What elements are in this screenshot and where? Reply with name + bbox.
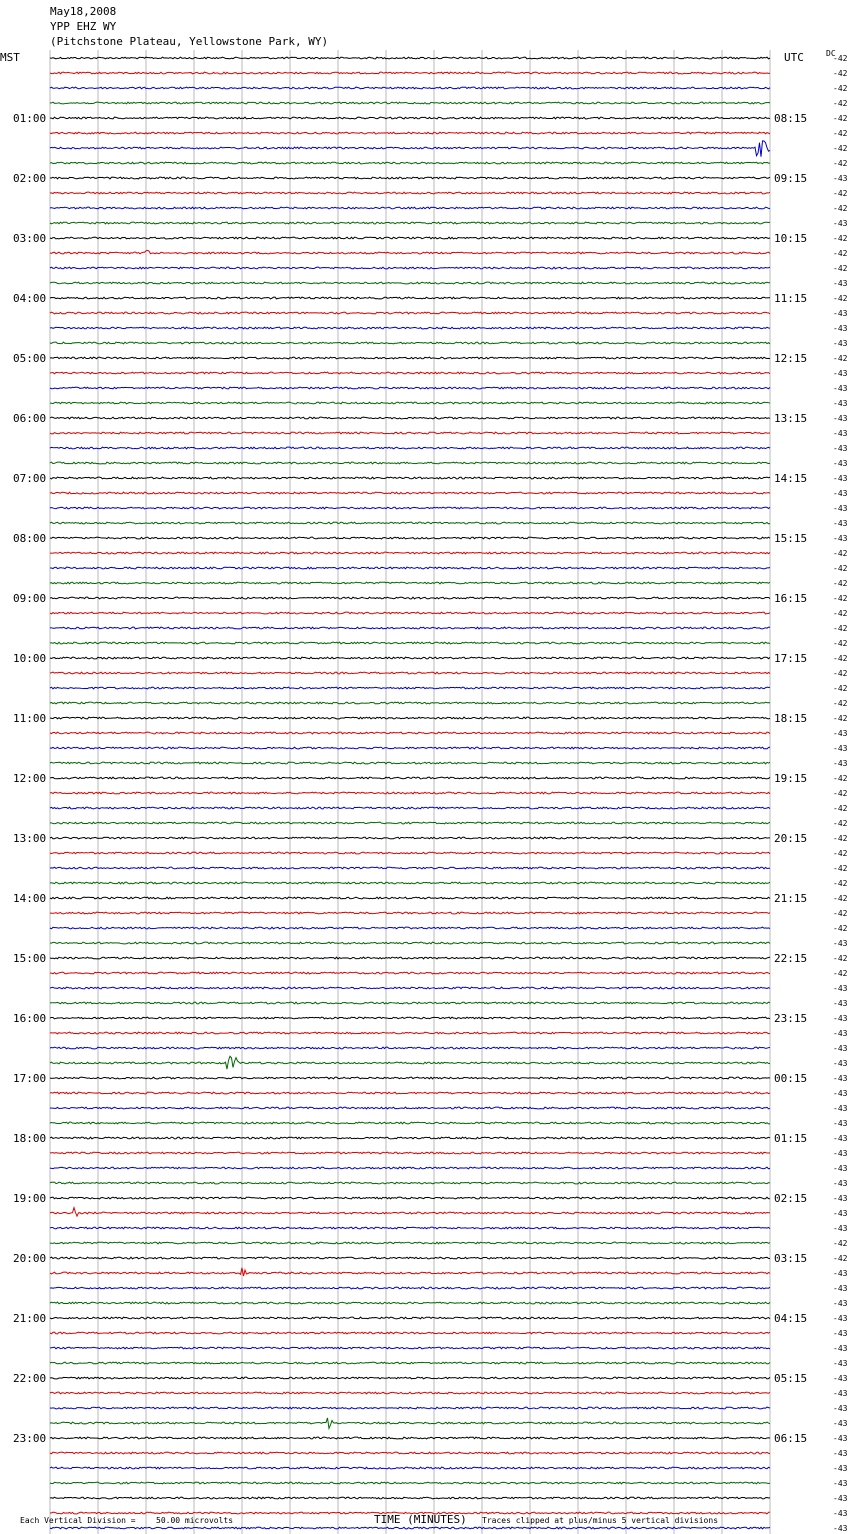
dc-offset-label: -43 xyxy=(833,219,848,228)
dc-offset-label: -43 xyxy=(833,1119,848,1128)
dc-offset-label: -42 xyxy=(833,609,848,618)
dc-offset-label: -43 xyxy=(833,1074,848,1083)
trace-row-39 xyxy=(50,642,770,644)
dc-offset-label: -43 xyxy=(833,174,848,183)
trace-row-13 xyxy=(50,250,770,254)
utc-hour-label: 00:15 xyxy=(774,1072,808,1085)
trace-row-72 xyxy=(50,1137,770,1139)
trace-row-69 xyxy=(50,1092,770,1094)
trace-row-57 xyxy=(50,912,770,914)
trace-row-56 xyxy=(50,897,770,899)
utc-hour-label: 11:15 xyxy=(774,292,808,305)
utc-hour-label: 23:15 xyxy=(774,1012,808,1025)
dc-offset-label: -42 xyxy=(833,714,848,723)
trace-row-33 xyxy=(50,552,770,554)
vertical-grid xyxy=(50,50,770,1534)
dc-offset-label: -43 xyxy=(833,744,848,753)
trace-row-8 xyxy=(50,177,770,179)
dc-offset-label: -42 xyxy=(833,549,848,558)
trace-row-60 xyxy=(50,957,770,959)
dc-offset-label: -43 xyxy=(833,1449,848,1458)
trace-row-2 xyxy=(50,87,770,89)
clip-note: Traces clipped at plus/minus 5 vertical divisions xyxy=(482,1516,719,1525)
trace-row-58 xyxy=(50,927,770,929)
trace-row-32 xyxy=(50,537,770,539)
trace-row-40 xyxy=(50,657,770,659)
dc-offset-label: -43 xyxy=(833,459,848,468)
dc-offset-label: -42 xyxy=(833,924,848,933)
trace-row-34 xyxy=(50,567,770,569)
trace-row-38 xyxy=(50,627,770,629)
dc-offset-label: -43 xyxy=(833,414,848,423)
dc-offset-label: -42 xyxy=(833,789,848,798)
dc-offset-label: -42 xyxy=(833,69,848,78)
trace-row-98 xyxy=(50,1527,770,1529)
trace-row-35 xyxy=(50,582,770,584)
trace-row-52 xyxy=(50,837,770,839)
trace-row-23 xyxy=(50,402,770,404)
trace-row-78 xyxy=(50,1227,770,1229)
trace-row-83 xyxy=(50,1302,770,1304)
trace-row-17 xyxy=(50,312,770,314)
mst-hour-label: 03:00 xyxy=(13,232,47,245)
trace-row-81 xyxy=(50,1268,770,1276)
trace-row-12 xyxy=(50,237,770,239)
trace-row-18 xyxy=(50,327,770,329)
dc-offset-label: -43 xyxy=(833,504,848,513)
utc-hour-label: 08:15 xyxy=(774,112,808,125)
dc-offset-label: -42 xyxy=(833,114,848,123)
dc-offset-label: -43 xyxy=(833,1209,848,1218)
mst-hour-label: 18:00 xyxy=(13,1132,47,1145)
trace-row-36 xyxy=(50,597,770,599)
dc-offset-label: -42 xyxy=(833,294,848,303)
trace-row-16 xyxy=(50,297,770,299)
dc-offset-label: -42 xyxy=(833,204,848,213)
utc-hour-label: 01:15 xyxy=(774,1132,808,1145)
dc-offset-label: -42 xyxy=(833,864,848,873)
mst-hour-label: 22:00 xyxy=(13,1372,47,1385)
trace-row-49 xyxy=(50,792,770,794)
trace-row-93 xyxy=(50,1452,770,1454)
dc-offset-label: -43 xyxy=(833,1524,848,1533)
dc-offset-label: -42 xyxy=(833,774,848,783)
dc-offset-label: -43 xyxy=(833,1179,848,1188)
trace-row-66 xyxy=(50,1047,770,1049)
dc-offset-label: -43 xyxy=(833,429,848,438)
dc-offset-label: -42 xyxy=(833,804,848,813)
dc-offset-label: -43 xyxy=(833,1269,848,1278)
dc-offset-label: -43 xyxy=(833,519,848,528)
mst-hour-label: 15:00 xyxy=(13,952,47,965)
dc-offset-label: -42 xyxy=(833,129,848,138)
dc-offset-label: -43 xyxy=(833,339,848,348)
trace-row-90 xyxy=(50,1407,770,1409)
trace-row-15 xyxy=(50,282,770,284)
trace-row-48 xyxy=(50,777,770,779)
utc-hour-label: 09:15 xyxy=(774,172,808,185)
dc-offset-label: -43 xyxy=(833,1059,848,1068)
utc-hour-label: 12:15 xyxy=(774,352,808,365)
dc-offset-label: -42 xyxy=(833,249,848,258)
dc-offset-label: -42 xyxy=(833,564,848,573)
mst-hour-label: 13:00 xyxy=(13,832,47,845)
mst-hour-label: 10:00 xyxy=(13,652,47,665)
trace-row-71 xyxy=(50,1122,770,1124)
trace-row-73 xyxy=(50,1152,770,1154)
trace-row-27 xyxy=(50,462,770,464)
dc-offset-labels xyxy=(833,54,848,1534)
dc-offset-label: -42 xyxy=(833,144,848,153)
mst-hour-label: 07:00 xyxy=(13,472,47,485)
mst-hour-label: 19:00 xyxy=(13,1192,47,1205)
x-axis-title: TIME (MINUTES) xyxy=(374,1513,467,1526)
trace-row-77 xyxy=(50,1208,770,1217)
trace-rows xyxy=(50,57,770,1534)
dc-offset-label: -42 xyxy=(833,84,848,93)
dc-offset-label: -43 xyxy=(833,729,848,738)
dc-offset-label: -42 xyxy=(833,54,848,63)
dc-offset-label: -43 xyxy=(833,279,848,288)
dc-offset-label: -43 xyxy=(833,1089,848,1098)
dc-offset-label: -42 xyxy=(833,1239,848,1248)
dc-offset-label: -42 xyxy=(833,234,848,243)
dc-offset-label: -43 xyxy=(833,1134,848,1143)
trace-row-50 xyxy=(50,807,770,809)
dc-offset-label: -42 xyxy=(833,669,848,678)
trace-row-75 xyxy=(50,1182,770,1184)
trace-row-91 xyxy=(50,1418,770,1428)
utc-hour-label: 19:15 xyxy=(774,772,808,785)
trace-row-30 xyxy=(50,507,770,509)
trace-row-5 xyxy=(50,132,770,134)
dc-offset-label: -43 xyxy=(833,984,848,993)
trace-row-14 xyxy=(50,267,770,269)
division-note: Each Vertical Division = xyxy=(20,1516,136,1525)
dc-offset-label: -43 xyxy=(833,1344,848,1353)
dc-offset-label: -43 xyxy=(833,309,848,318)
dc-offset-label: -43 xyxy=(833,489,848,498)
trace-row-37 xyxy=(50,612,770,614)
trace-row-21 xyxy=(50,372,770,374)
trace-row-0 xyxy=(50,57,770,59)
dc-offset-label: -43 xyxy=(833,1389,848,1398)
trace-row-74 xyxy=(50,1167,770,1169)
dc-offset-label: -42 xyxy=(833,594,848,603)
mst-hour-label: 12:00 xyxy=(13,772,47,785)
dc-offset-label: -42 xyxy=(833,819,848,828)
dc-offset-label: -42 xyxy=(833,954,848,963)
trace-row-95 xyxy=(50,1482,770,1484)
trace-row-46 xyxy=(50,747,770,749)
utc-hour-label: 04:15 xyxy=(774,1312,808,1325)
division-value: 50.00 microvolts xyxy=(156,1516,234,1525)
trace-row-85 xyxy=(50,1332,770,1334)
mst-hour-label: 04:00 xyxy=(13,292,47,305)
mst-hour-label: 05:00 xyxy=(13,352,47,365)
trace-row-80 xyxy=(50,1257,770,1259)
trace-row-1 xyxy=(50,72,770,74)
trace-row-43 xyxy=(50,702,770,704)
trace-row-11 xyxy=(50,222,770,224)
trace-row-7 xyxy=(50,162,770,164)
dc-offset-label: -42 xyxy=(833,99,848,108)
trace-row-22 xyxy=(50,387,770,389)
dc-offset-label: -42 xyxy=(833,639,848,648)
dc-offset-label: -42 xyxy=(833,624,848,633)
dc-offset-label: -43 xyxy=(833,999,848,1008)
header-date: May18,2008 xyxy=(50,5,117,18)
trace-row-70 xyxy=(50,1107,770,1109)
mst-axis-title: MST xyxy=(0,51,20,64)
utc-hour-label: 22:15 xyxy=(774,952,808,965)
trace-row-94 xyxy=(50,1467,770,1469)
dc-offset-label: -43 xyxy=(833,1479,848,1488)
dc-offset-label: -43 xyxy=(833,1149,848,1158)
trace-row-47 xyxy=(50,762,770,764)
trace-row-86 xyxy=(50,1347,770,1349)
dc-offset-label: -43 xyxy=(833,1164,848,1173)
dc-offset-label: -43 xyxy=(833,759,848,768)
mst-hour-label: 17:00 xyxy=(13,1072,47,1085)
dc-offset-label: -42 xyxy=(833,849,848,858)
mst-hour-label: 23:00 xyxy=(13,1432,47,1445)
trace-row-87 xyxy=(50,1362,770,1364)
trace-row-68 xyxy=(50,1077,770,1079)
dc-offset-label: -43 xyxy=(833,1509,848,1518)
trace-row-24 xyxy=(50,417,770,419)
dc-offset-label: -43 xyxy=(833,1404,848,1413)
utc-hour-label: 16:15 xyxy=(774,592,808,605)
utc-hour-label: 10:15 xyxy=(774,232,808,245)
utc-hour-label: 17:15 xyxy=(774,652,808,665)
trace-row-10 xyxy=(50,207,770,209)
dc-offset-label: -43 xyxy=(833,369,848,378)
dc-offset-label: -42 xyxy=(833,159,848,168)
trace-row-20 xyxy=(50,357,770,359)
dc-offset-label: -42 xyxy=(833,684,848,693)
dc-offset-label: -42 xyxy=(833,909,848,918)
utc-axis-title: UTC xyxy=(784,51,804,64)
dc-offset-label: -43 xyxy=(833,1314,848,1323)
dc-offset-label: -42 xyxy=(833,894,848,903)
trace-row-96 xyxy=(50,1497,770,1499)
trace-row-28 xyxy=(50,477,770,479)
trace-row-89 xyxy=(50,1392,770,1394)
dc-offset-label: -43 xyxy=(833,1434,848,1443)
utc-hour-label: 21:15 xyxy=(774,892,808,905)
mst-hour-label: 14:00 xyxy=(13,892,47,905)
dc-offset-label: -43 xyxy=(833,1014,848,1023)
dc-offset-label: -43 xyxy=(833,444,848,453)
trace-row-65 xyxy=(50,1032,770,1034)
mst-hour-label: 01:00 xyxy=(13,112,47,125)
trace-row-19 xyxy=(50,342,770,344)
utc-hour-label: 06:15 xyxy=(774,1432,808,1445)
dc-offset-label: -42 xyxy=(833,879,848,888)
trace-row-3 xyxy=(50,102,770,104)
trace-row-67 xyxy=(50,1056,770,1069)
dc-offset-label: -43 xyxy=(833,1224,848,1233)
mst-hour-label: 08:00 xyxy=(13,532,47,545)
utc-hour-labels xyxy=(774,112,807,1445)
utc-hour-label: 15:15 xyxy=(774,532,808,545)
dc-offset-label: -43 xyxy=(833,1464,848,1473)
dc-offset-label: -43 xyxy=(833,1374,848,1383)
trace-row-82 xyxy=(50,1287,770,1289)
dc-offset-label: -42 xyxy=(833,834,848,843)
dc-offset-label: -43 xyxy=(833,1029,848,1038)
trace-row-84 xyxy=(50,1317,770,1319)
trace-row-59 xyxy=(50,942,770,944)
dc-offset-label: -42 xyxy=(833,654,848,663)
dc-offset-label: -43 xyxy=(833,1284,848,1293)
dc-offset-label: -43 xyxy=(833,1419,848,1428)
trace-row-31 xyxy=(50,522,770,524)
mst-hour-label: 11:00 xyxy=(13,712,47,725)
dc-offset-label: -43 xyxy=(833,384,848,393)
dc-offset-label: -43 xyxy=(833,324,848,333)
trace-row-64 xyxy=(50,1017,770,1019)
utc-hour-label: 05:15 xyxy=(774,1372,808,1385)
dc-offset-label: -42 xyxy=(833,969,848,978)
dc-offset-label: -42 xyxy=(833,699,848,708)
mst-hour-label: 16:00 xyxy=(13,1012,47,1025)
dc-offset-label: -43 xyxy=(833,1329,848,1338)
trace-row-62 xyxy=(50,987,770,989)
dc-offset-label: -43 xyxy=(833,534,848,543)
dc-offset-label: -42 xyxy=(833,354,848,363)
trace-row-55 xyxy=(50,882,770,884)
utc-hour-label: 02:15 xyxy=(774,1192,808,1205)
dc-offset-label: -43 xyxy=(833,399,848,408)
trace-row-6 xyxy=(50,141,770,157)
trace-row-53 xyxy=(50,852,770,854)
dc-offset-label: -42 xyxy=(833,264,848,273)
dc-offset-label: -43 xyxy=(833,1194,848,1203)
trace-row-45 xyxy=(50,732,770,734)
dc-offset-label: -43 xyxy=(833,474,848,483)
trace-row-61 xyxy=(50,972,770,974)
trace-row-92 xyxy=(50,1437,770,1439)
trace-row-42 xyxy=(50,687,770,689)
mst-hour-label: 02:00 xyxy=(13,172,47,185)
trace-row-79 xyxy=(50,1242,770,1244)
dc-offset-label: -43 xyxy=(833,939,848,948)
trace-row-44 xyxy=(50,717,770,719)
trace-row-51 xyxy=(50,822,770,824)
mst-hour-label: 20:00 xyxy=(13,1252,47,1265)
trace-row-63 xyxy=(50,1002,770,1004)
trace-row-54 xyxy=(50,867,770,869)
header-location: (Pitchstone Plateau, Yellowstone Park, WY) xyxy=(50,35,329,48)
utc-hour-label: 20:15 xyxy=(774,832,808,845)
mst-hour-label: 06:00 xyxy=(13,412,47,425)
dc-offset-label: -42 xyxy=(833,579,848,588)
utc-hour-label: 13:15 xyxy=(774,412,808,425)
dc-offset-label: -42 xyxy=(833,1254,848,1263)
header-station: YPP EHZ WY xyxy=(50,20,117,33)
dc-offset-label: -42 xyxy=(833,189,848,198)
utc-hour-label: 18:15 xyxy=(774,712,808,725)
trace-row-9 xyxy=(50,192,770,194)
mst-hour-labels xyxy=(13,112,46,1445)
utc-hour-label: 14:15 xyxy=(774,472,808,485)
utc-hour-label: 03:15 xyxy=(774,1252,808,1265)
dc-offset-label: -43 xyxy=(833,1299,848,1308)
mst-hour-label: 21:00 xyxy=(13,1312,47,1325)
trace-row-26 xyxy=(50,447,770,449)
dc-offset-label: -43 xyxy=(833,1494,848,1503)
mst-hour-label: 09:00 xyxy=(13,592,47,605)
dc-offset-label: -43 xyxy=(833,1104,848,1113)
dc-offset-label: -43 xyxy=(833,1359,848,1368)
trace-row-76 xyxy=(50,1197,770,1199)
trace-row-25 xyxy=(50,432,770,434)
dc-axis-title: DC xyxy=(826,49,836,58)
trace-row-41 xyxy=(50,672,770,674)
trace-row-4 xyxy=(50,117,770,119)
dc-offset-label: -43 xyxy=(833,1044,848,1053)
trace-row-29 xyxy=(50,492,770,494)
trace-row-88 xyxy=(50,1377,770,1379)
